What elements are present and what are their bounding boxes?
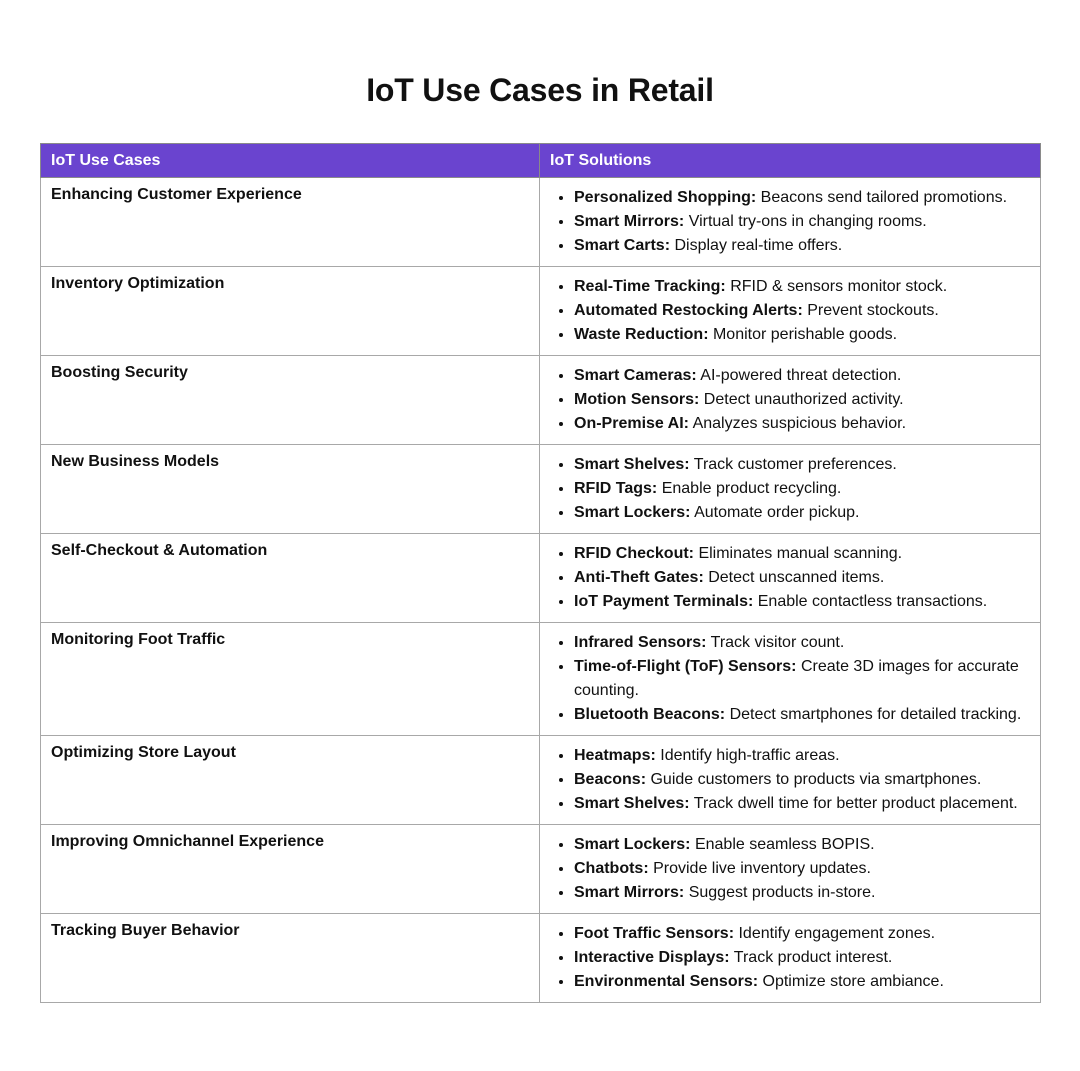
use-case-cell: Tracking Buyer Behavior <box>41 914 540 1003</box>
solution-item <box>574 323 1032 347</box>
header-use-cases: IoT Use Cases <box>41 144 540 178</box>
solution-description: Detect smartphones for detailed tracking. <box>725 706 1022 723</box>
solution-term: On-Premise AI: <box>574 415 689 432</box>
solution-list <box>550 542 1032 614</box>
solution-item <box>574 542 1032 566</box>
solution-term: Bluetooth Beacons: <box>574 706 726 723</box>
solution-item <box>574 364 1032 388</box>
solution-description: RFID & sensors monitor stock. <box>725 278 948 295</box>
solution-term: Smart Lockers: <box>574 836 691 853</box>
solution-description: Beacons send tailored promotions. <box>756 189 1008 206</box>
solution-item <box>574 186 1032 210</box>
header-row <box>41 144 1041 178</box>
page-title: IoT Use Cases in Retail <box>366 72 714 108</box>
solution-term: Smart Carts: <box>574 237 671 254</box>
solution-cell <box>540 534 1041 623</box>
solution-cell <box>540 267 1041 356</box>
solution-description: AI-powered threat detection. <box>696 367 902 384</box>
solution-term: Heatmaps: <box>574 747 656 764</box>
solution-term: IoT Payment Terminals: <box>574 593 754 610</box>
solution-item <box>574 412 1032 436</box>
solution-term: Smart Mirrors: <box>574 884 685 901</box>
solution-term: Waste Reduction: <box>574 326 709 343</box>
solution-description: Automate order pickup. <box>690 504 860 521</box>
solution-item <box>574 275 1032 299</box>
solution-term: Motion Sensors: <box>574 391 700 408</box>
solution-item <box>574 234 1032 258</box>
solution-term: Personalized Shopping: <box>574 189 757 206</box>
solution-term: Smart Shelves: <box>574 795 690 812</box>
solution-list <box>550 275 1032 347</box>
solution-term: Environmental Sensors: <box>574 973 759 990</box>
table-row <box>41 356 1041 445</box>
table-row <box>41 623 1041 736</box>
solution-term: Smart Shelves: <box>574 456 690 473</box>
solution-description: Analyzes suspicious behavior. <box>689 415 907 432</box>
solution-description: Provide live inventory updates. <box>648 860 871 877</box>
solution-term: RFID Checkout: <box>574 545 694 562</box>
solution-description: Virtual try-ons in changing rooms. <box>684 213 927 230</box>
table-row <box>41 267 1041 356</box>
solution-cell <box>540 178 1041 267</box>
solution-description: Track visitor count. <box>706 634 845 651</box>
solution-description: Track product interest. <box>729 949 893 966</box>
table-row <box>41 178 1041 267</box>
solution-description: Enable product recycling. <box>657 480 842 497</box>
solution-cell <box>540 623 1041 736</box>
solution-term: Smart Lockers: <box>574 504 691 521</box>
solution-item <box>574 970 1032 994</box>
solution-description: Identify high-traffic areas. <box>655 747 840 764</box>
solution-cell <box>540 736 1041 825</box>
solution-item <box>574 477 1032 501</box>
solution-item <box>574 946 1032 970</box>
solution-item <box>574 299 1032 323</box>
solution-cell <box>540 356 1041 445</box>
solution-item <box>574 590 1032 614</box>
solution-description: Detect unauthorized activity. <box>699 391 904 408</box>
solution-description: Guide customers to products via smartphones. <box>646 771 982 788</box>
solution-cell <box>540 445 1041 534</box>
solution-list <box>550 364 1032 436</box>
use-case-cell: Boosting Security <box>41 356 540 445</box>
solution-item <box>574 388 1032 412</box>
solution-description: Suggest products in-store. <box>684 884 876 901</box>
solution-item <box>574 857 1032 881</box>
solution-term: Chatbots: <box>574 860 649 877</box>
solution-term: Automated Restocking Alerts: <box>574 302 803 319</box>
solution-term: Smart Mirrors: <box>574 213 685 230</box>
table-row <box>41 445 1041 534</box>
solution-description: Optimize store ambiance. <box>758 973 944 990</box>
solution-item <box>574 768 1032 792</box>
table-body <box>41 178 1041 1003</box>
table-header <box>41 144 1041 178</box>
solution-term: Beacons: <box>574 771 647 788</box>
solution-item <box>574 453 1032 477</box>
table-row <box>41 736 1041 825</box>
use-case-cell: Improving Omnichannel Experience <box>41 825 540 914</box>
use-case-cell: Optimizing Store Layout <box>41 736 540 825</box>
solution-description: Create 3D images for accurate counting. <box>574 658 1019 699</box>
table-row <box>41 825 1041 914</box>
table-row <box>41 914 1041 1003</box>
solution-item <box>574 501 1032 525</box>
solution-item <box>574 566 1032 590</box>
solution-term: Interactive Displays: <box>574 949 730 966</box>
solution-term: Smart Cameras: <box>574 367 697 384</box>
solution-cell <box>540 825 1041 914</box>
solution-list <box>550 631 1032 727</box>
solution-item <box>574 210 1032 234</box>
solution-description: Monitor perishable goods. <box>708 326 898 343</box>
solution-item <box>574 792 1032 816</box>
solution-description: Enable seamless BOPIS. <box>690 836 875 853</box>
solution-item <box>574 922 1032 946</box>
solution-list <box>550 922 1032 994</box>
solution-term: Foot Traffic Sensors: <box>574 925 735 942</box>
use-case-cell: Enhancing Customer Experience <box>41 178 540 267</box>
solution-description: Detect unscanned items. <box>703 569 885 586</box>
solution-term: Infrared Sensors: <box>574 634 707 651</box>
use-case-cell: New Business Models <box>41 445 540 534</box>
solution-cell <box>540 914 1041 1003</box>
table-row <box>41 534 1041 623</box>
use-case-cell: Self-Checkout & Automation <box>41 534 540 623</box>
solution-description: Prevent stockouts. <box>802 302 939 319</box>
solution-item <box>574 655 1032 703</box>
solution-description: Identify engagement zones. <box>734 925 936 942</box>
use-case-cell: Monitoring Foot Traffic <box>41 623 540 736</box>
solution-item <box>574 631 1032 655</box>
solution-description: Enable contactless transactions. <box>753 593 988 610</box>
use-case-cell: Inventory Optimization <box>41 267 540 356</box>
solution-item <box>574 833 1032 857</box>
solution-list <box>550 744 1032 816</box>
solution-term: Real-Time Tracking: <box>574 278 726 295</box>
solution-description: Display real-time offers. <box>670 237 843 254</box>
solution-term: Anti-Theft Gates: <box>574 569 704 586</box>
solution-item <box>574 881 1032 905</box>
solution-list <box>550 833 1032 905</box>
solution-list <box>550 186 1032 258</box>
solution-description: Eliminates manual scanning. <box>694 545 903 562</box>
solution-term: RFID Tags: <box>574 480 658 497</box>
solution-item <box>574 703 1032 727</box>
solution-description: Track dwell time for better product placement. <box>689 795 1018 812</box>
solution-description: Track customer preferences. <box>689 456 897 473</box>
use-cases-table <box>40 143 1041 1003</box>
solution-list <box>550 453 1032 525</box>
solution-item <box>574 744 1032 768</box>
header-solutions: IoT Solutions <box>540 144 1041 178</box>
solution-term: Time-of-Flight (ToF) Sensors: <box>574 658 797 675</box>
